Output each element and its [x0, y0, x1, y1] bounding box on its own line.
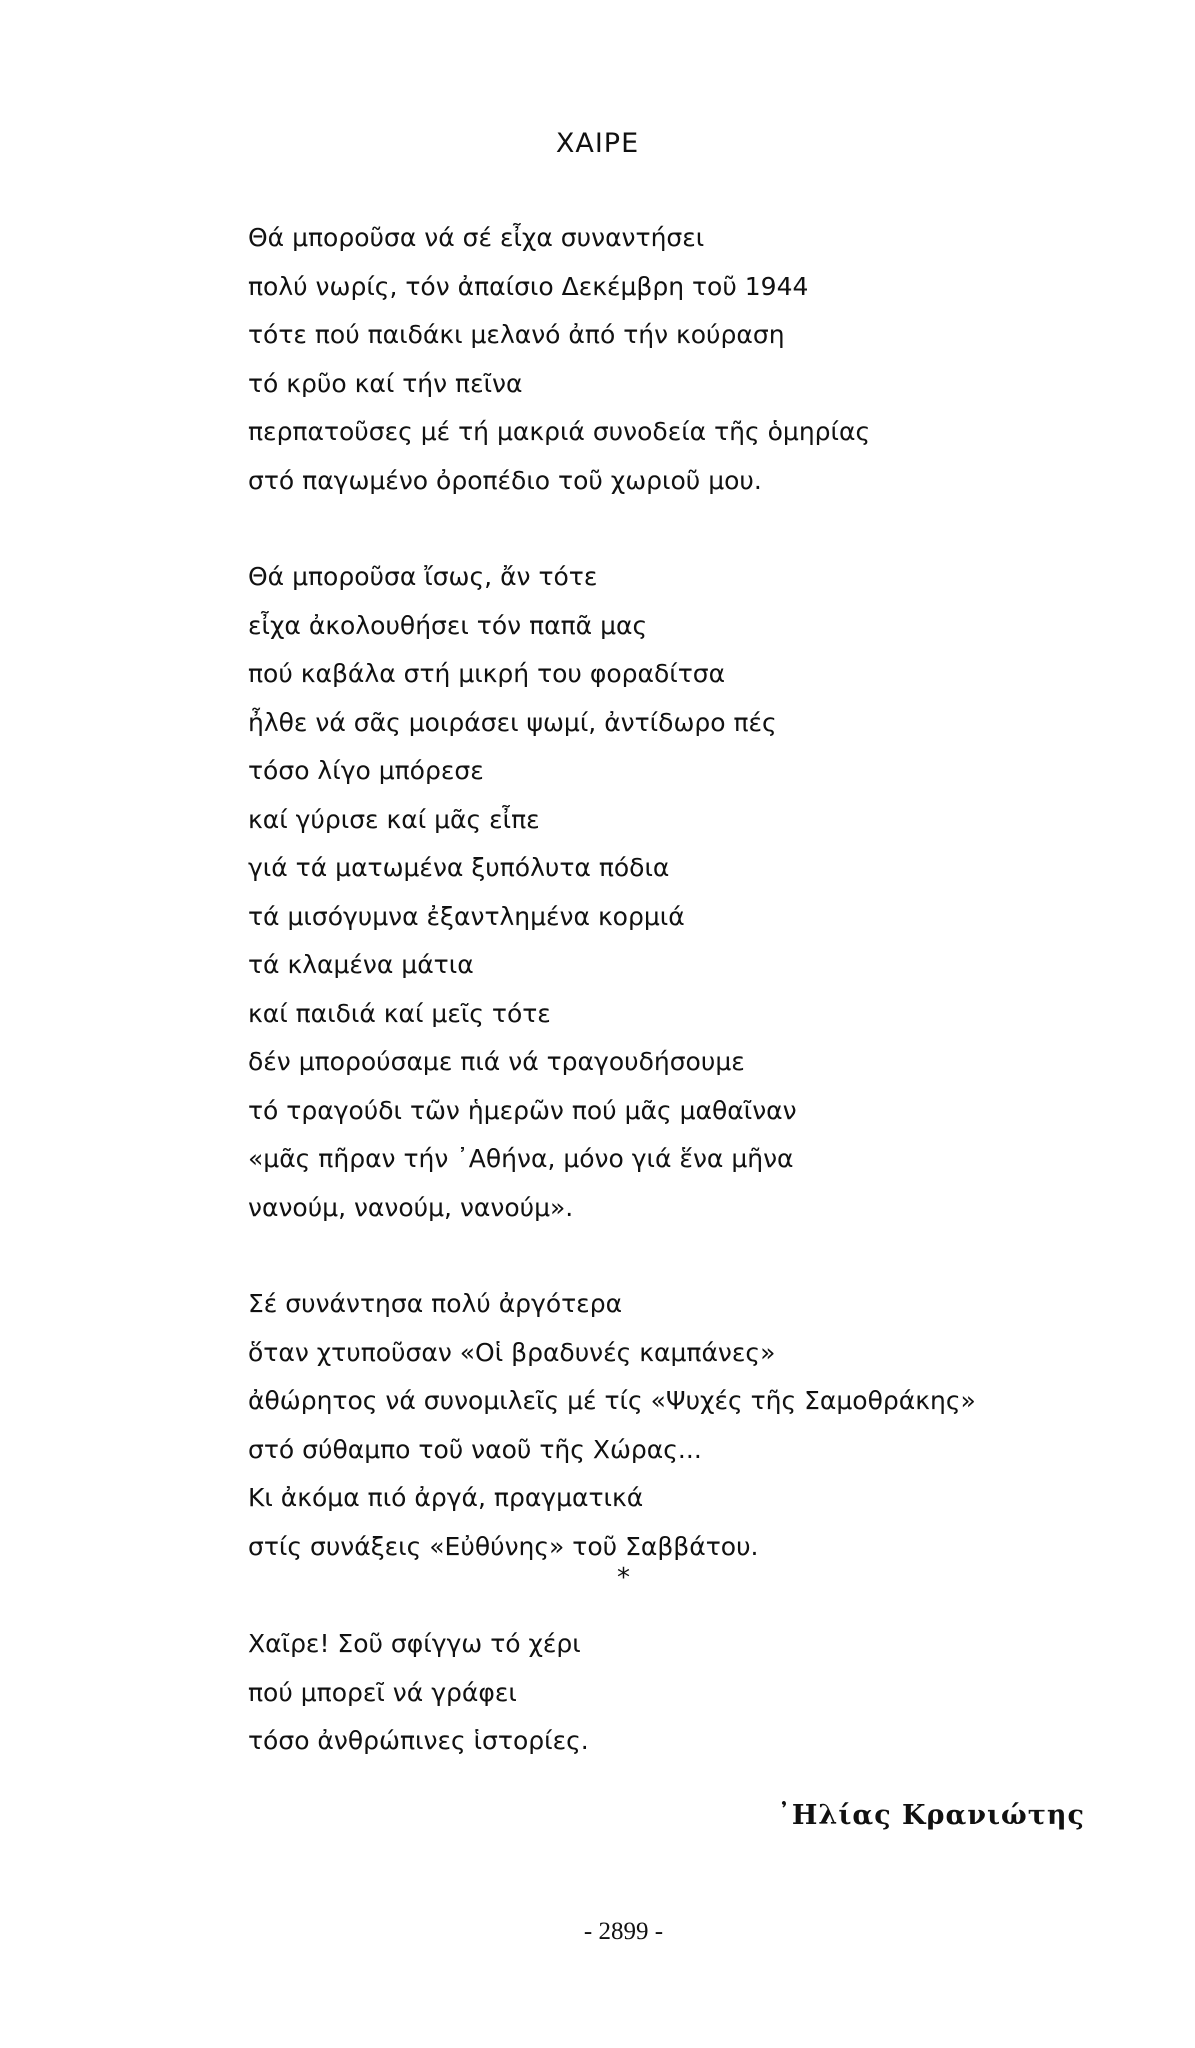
poem-line: στίς συνάξεις «Εὐθύνης» τοῦ Σαββάτου. — [248, 1531, 759, 1561]
poem-line: περπατοῦσες μέ τή μακριά συνοδεία τῆς ὁμηρίας — [248, 417, 871, 446]
poem-line: ὅταν χτυποῦσαν «Οἱ βραδυνές καμπάνες» — [248, 1337, 776, 1367]
poem-line: ἦλθε νά σᾶς μοιράσει ψωμί, ἀντίδωρο πές — [248, 707, 777, 737]
poem-line: τότε πού παιδάκι μελανό ἀπό τήν κούραση — [248, 320, 785, 349]
poem-line: Θά μποροῦσα νά σέ εἶχα συναντήσει — [248, 223, 705, 252]
poem-line: τά κλαμένα μάτια — [248, 950, 474, 979]
poem-line: Σέ συνάντησα πολύ ἀργότερα — [248, 1289, 623, 1318]
stanza-4 — [248, 1620, 1008, 1766]
poem-line: νανούμ, νανούμ, νανούμ». — [248, 1192, 574, 1222]
stanza-1 — [248, 214, 1008, 505]
poem-line: καί παιδιά καί μεῖς τότε — [248, 998, 551, 1028]
author-signature: ᾿Ηλίας Κρανιώτης — [777, 1800, 1085, 1831]
poem-line: Θά μποροῦσα ἴσως, ἄν τότε — [248, 562, 598, 591]
stanza-3 — [248, 1280, 1008, 1571]
poem-line: πού καβάλα στή μικρή του φοραδίτσα — [248, 659, 726, 688]
poem-line: γιά τά ματωμένα ξυπόλυτα πόδια — [248, 853, 670, 882]
poem-line: εἶχα ἀκολουθήσει τόν παπᾶ μας — [248, 610, 648, 640]
poem-line: Χαῖρε! Σοῦ σφίγγω τό χέρι — [248, 1629, 581, 1658]
poem-line: «μᾶς πῆραν τήν ᾿Αθήνα, μόνο γιά ἕνα μῆνα — [248, 1144, 794, 1173]
poem-line: τόσο ἀνθρώπινες ἱστορίες. — [248, 1726, 589, 1755]
poem-line: τό τραγούδι τῶν ἡμερῶν πού μᾶς μαθαῖναν — [248, 1095, 797, 1125]
poem-line: ἀθώρητος νά συνομιλεῖς μέ τίς «Ψυχές τῆς Σαμοθράκης» — [248, 1386, 976, 1415]
poem-line: τά μισόγυμνα ἐξαντλημένα κορμιά — [248, 901, 685, 931]
poem-line: δέν μπορούσαμε πιά νά τραγουδήσουμε — [248, 1047, 745, 1076]
poem-title: ΧΑΙΡΕ — [555, 128, 640, 159]
page-number: - 2899 - — [583, 1918, 664, 1945]
poem-line: καί γύρισε καί μᾶς εἶπε — [248, 804, 540, 834]
poem-line: τό κρῦο καί τήν πεῖνα — [248, 368, 523, 398]
poem-line: πολύ νωρίς, τόν ἀπαίσιο Δεκέμβρη τοῦ 1944 — [248, 271, 809, 301]
poem-line: στό παγωμένο ὀροπέδιο τοῦ χωριοῦ μου. — [248, 465, 762, 495]
poem-line: πού μπορεῖ νά γράφει — [248, 1677, 517, 1707]
stanza-2 — [248, 553, 1008, 1232]
section-separator: * — [617, 1563, 630, 1593]
poem-line: στό σύθαμπο τοῦ ναοῦ τῆς Χώρας... — [248, 1434, 702, 1464]
poem-line: τόσο λίγο μπόρεσε — [248, 756, 484, 785]
poem-line: Κι ἀκόμα πιό ἀργά, πραγματικά — [248, 1483, 644, 1512]
